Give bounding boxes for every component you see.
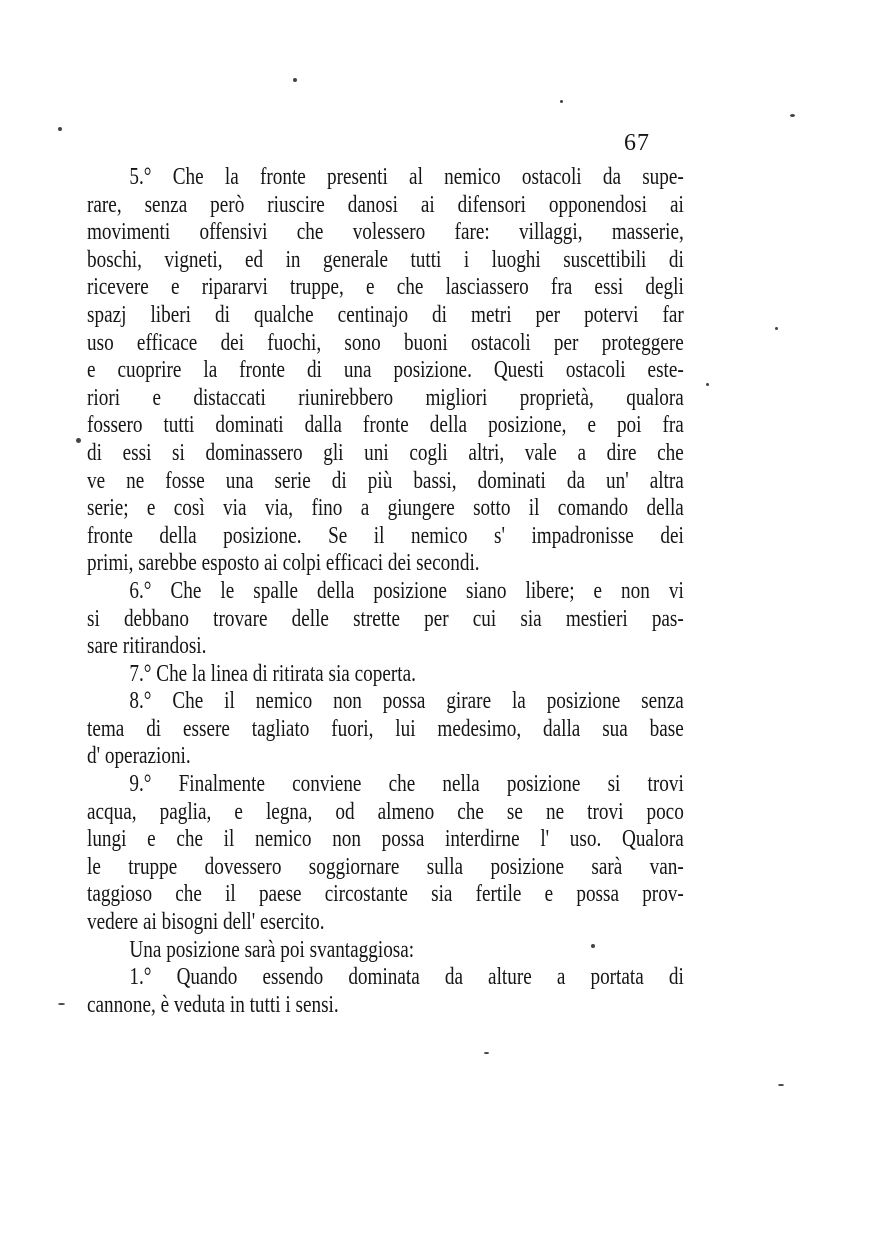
scan-speck — [484, 1052, 489, 1054]
text-line: serie; e così via via, fino a giungere sotto il comando della — [87, 495, 684, 522]
text-line: ve ne fosse una serie di più bassi, dominati da un' altra — [87, 467, 684, 494]
text-line: e cuoprire la fronte di una posizione. Questi ostacoli este- — [87, 357, 684, 384]
text-line: fronte della posizione. Se il nemico s' impadronisse dei — [87, 522, 684, 549]
text-line: cannone, è veduta in tutti i sensi. — [87, 991, 339, 1018]
text-line: 5.° Che la fronte presenti al nemico ostacoli da supe- — [129, 164, 684, 190]
text-line: ricevere e ripararvi truppe, e che lasciassero fra essi degli — [87, 274, 684, 301]
text-line: acqua, paglia, e legna, od almeno che se ne trovi poco — [87, 798, 684, 825]
text-line: movimenti offensivi che volessero fare: villaggi, masserie, — [87, 219, 684, 246]
scan-speck — [706, 383, 709, 386]
text-line: rare, senza però riuscire danosi ai difensori opponendosi ai — [87, 191, 684, 218]
scan-speck — [58, 1003, 65, 1005]
text-line: 7.° Che la linea di ritirata sia coperta. — [129, 660, 416, 687]
text-line: riori e distaccati riunirebbero migliori proprietà, qualora — [87, 384, 684, 411]
scan-speck — [76, 438, 81, 443]
text-line: vedere ai bisogni dell' esercito. — [87, 909, 325, 936]
scan-speck — [560, 100, 563, 103]
text-line: lungi e che il nemico non possa interdirne l' uso. Qualora — [87, 826, 684, 853]
scan-speck — [790, 114, 795, 117]
text-line: spazj liberi di qualche centinajo di metri per potervi far — [87, 301, 684, 328]
text-line: sare ritirandosi. — [87, 633, 207, 660]
page-number: 67 — [624, 130, 650, 156]
text-line: primi, sarebbe esposto ai colpi efficaci dei secondi. — [87, 550, 480, 577]
text-line: le truppe dovessero soggiornare sulla posizione sarà van- — [87, 853, 684, 880]
text-line: taggioso che il paese circostante sia fertile e possa prov- — [87, 881, 684, 908]
scan-speck — [775, 327, 778, 330]
text-line: Una posizione sarà poi svantaggiosa: — [129, 936, 415, 963]
scan-speck — [58, 127, 62, 131]
body-text — [87, 164, 684, 1019]
scan-speck — [591, 944, 595, 948]
text-line: si debbano trovare delle strette per cui sia mestieri pas- — [87, 605, 684, 632]
text-line: d' operazioni. — [87, 743, 191, 770]
text-line: tema di essere tagliato fuori, lui medesimo, dalla sua base — [87, 715, 684, 742]
text-line: di essi si dominassero gli uni cogli altri, vale a dire che — [87, 439, 684, 466]
text-line: 9.° Finalmente conviene che nella posizione si trovi — [129, 771, 684, 798]
scan-speck — [778, 1084, 784, 1086]
scan-speck — [293, 78, 297, 82]
text-line: 1.° Quando essendo dominata da alture a portata di — [129, 964, 684, 991]
text-line: uso efficace dei fuochi, sono buoni ostacoli per proteggere — [87, 329, 684, 356]
text-line: 8.° Che il nemico non possa girare la posizione senza — [129, 688, 684, 715]
text-line: fossero tutti dominati dalla fronte della posizione, e poi fra — [87, 412, 684, 439]
text-line: boschi, vigneti, ed in generale tutti i luoghi suscettibili di — [87, 246, 684, 273]
text-line: 6.° Che le spalle della posizione siano libere; e non vi — [129, 577, 684, 604]
